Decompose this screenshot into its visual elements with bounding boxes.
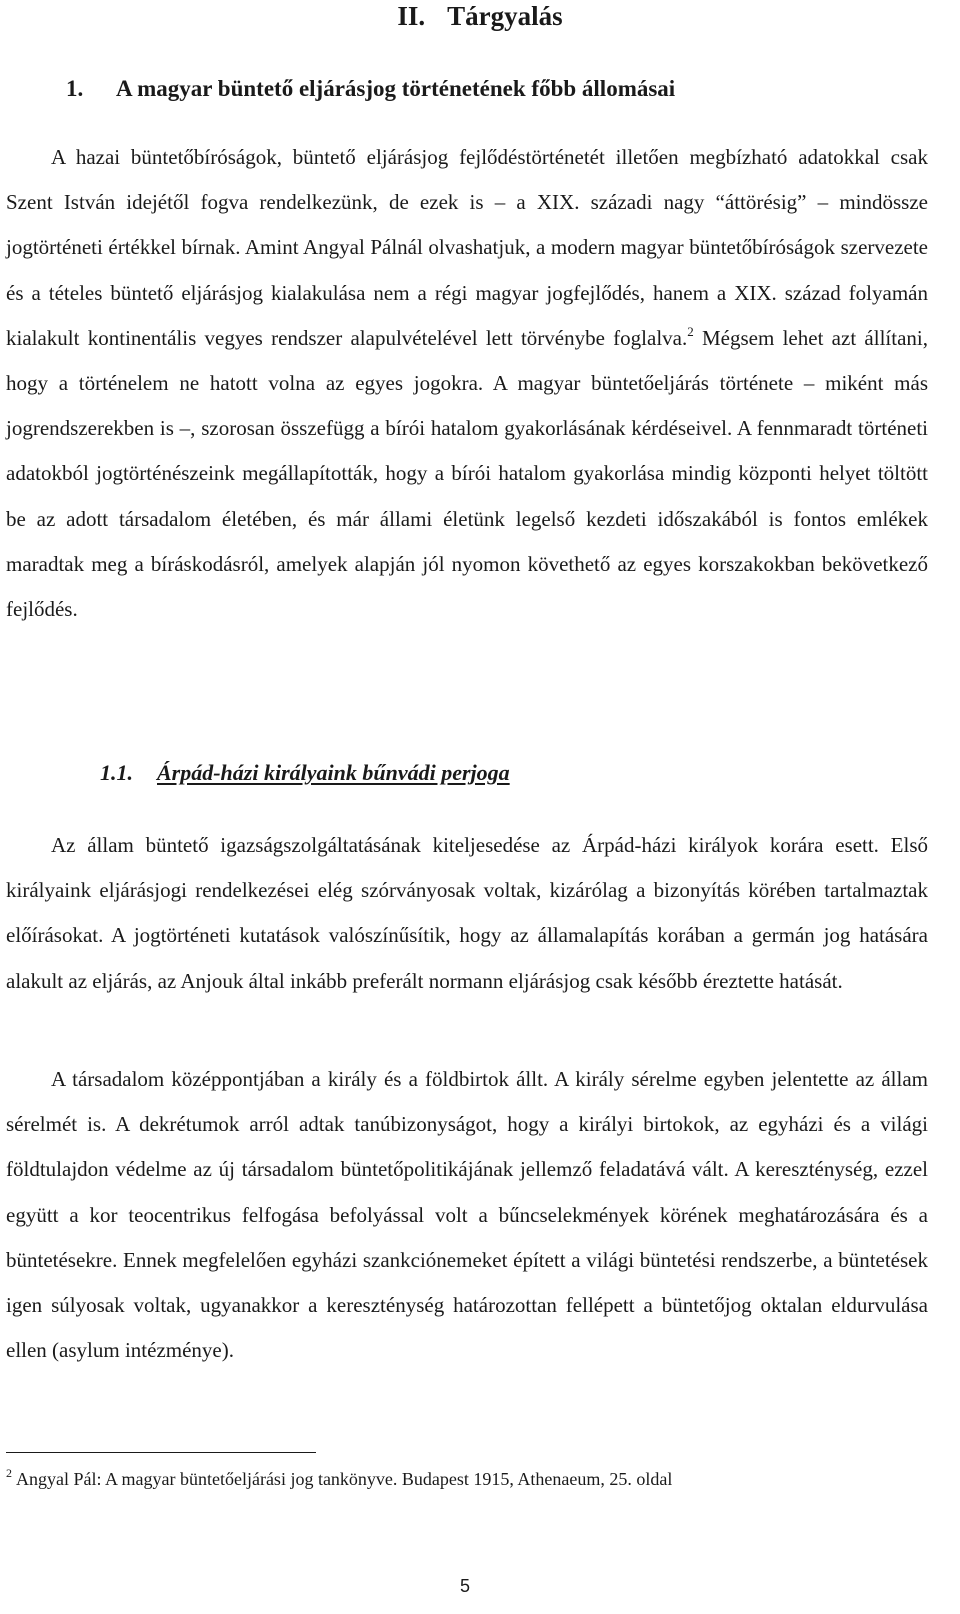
subsection-heading xyxy=(66,74,675,104)
subsubsection-title: Árpád-házi királyaink bűnvádi perjoga xyxy=(157,760,510,785)
footnote-separator xyxy=(6,1452,316,1453)
footnote xyxy=(6,1464,928,1494)
footnote-text: Angyal Pál: A magyar büntetőeljárási jog tankönyve. Budapest 1915, Athenaeum, 25. oldal xyxy=(16,1469,673,1489)
section-number: II. xyxy=(397,1,426,31)
paragraph-1 xyxy=(6,135,928,632)
paragraph-3: A társadalom középpontjában a király és a földbirtok állt. A király sérelme egyben jelentette az állam sérelmét is. A dekrétumok arról adtak tanúbizonyságot, hogy a királyi birtokok, az egyházi és a világi földtulajdon védelme az új társadalom büntetőpolitikájának jellemző feladatává vált. A kereszténység, ezzel együtt a kor teocentrikus felfogása befolyással volt a bűncselekmények körének meghatározására és a büntetésekre. Ennek megfelelően egyházi szankciónemeket épített a világi büntetési rendszerbe, a büntetések igen súlyosak voltak, ugyanakkor a kereszténység határozottan fellépett a büntetőjog oktalan eldurvulása ellen (asylum intézménye). xyxy=(6,1067,928,1363)
subsubsection-number: 1.1. xyxy=(100,760,133,785)
page-number: 5 xyxy=(459,1576,470,1596)
paragraph-1-text-b: Mégsem lehet azt állítani, hogy a történelem ne hatott volna az egyes jogokra. A magyar büntetőeljárás története – miként más jogrendszerekben is –, szorosan összefügg a bírói hatalom gyakorlásának kérdéseivel. A fennmaradt történeti adatokból jogtörténészeink megállapították, hogy a bírói hatalom gyakorlása mindig központi helyet töltött be az adott társadalom életében, és már állami életünk legelső kezdeti időszakából is fontos emlékek maradtak meg a bíráskodásról, amelyek alapján jól nyomon követhető az egyes korszakokban bekövetkező fejlődés. xyxy=(6,325,928,622)
subsection-title: A magyar büntető eljárásjog történetének főbb állomásai xyxy=(116,76,676,101)
section-heading xyxy=(0,0,960,32)
footnote-mark: 2 xyxy=(6,1466,12,1480)
subsection-number: 1. xyxy=(66,76,84,101)
section-title: Tárgyalás xyxy=(447,1,563,31)
footnote-reference[interactable]: 2 xyxy=(687,323,694,339)
subsubsection-heading xyxy=(100,758,510,788)
paragraph-2: Az állam büntető igazságszolgáltatásának kiteljesedése az Árpád-házi királyok korára esett. Első királyaink eljárásjogi rendelkezései elég szórványosak voltak, kizárólag a bizonyítás körében tartalmaztak előírásokat. A jogtörténeti kutatások valószínűsítik, hogy az államalapítás korában a germán jog hatására alakult az eljárás, az Anjouk által inkább preferált normann eljárásjog csak később éreztette hatását. xyxy=(6,833,928,993)
paragraph-1-text-a: A hazai büntetőbíróságok, büntető eljárásjog fejlődéstörténetét illetően megbízható adatokkal csak Szent István idejétől fogva rendelkezünk, de ezek is – a XIX. századi nagy “áttörésig” – mindössze jogtörténeti értékkel bírnak. Amint Angyal Pálnál olvashatjuk, a modern magyar büntetőbíróságok szervezete és a tételes büntető eljárásjog kialakulása nem a régi magyar jogfejlődés, hanem a XIX. század folyamán kialakult kontinentális vegyes rendszer alapulvételével lett törvénybe foglalva. xyxy=(6,145,928,350)
